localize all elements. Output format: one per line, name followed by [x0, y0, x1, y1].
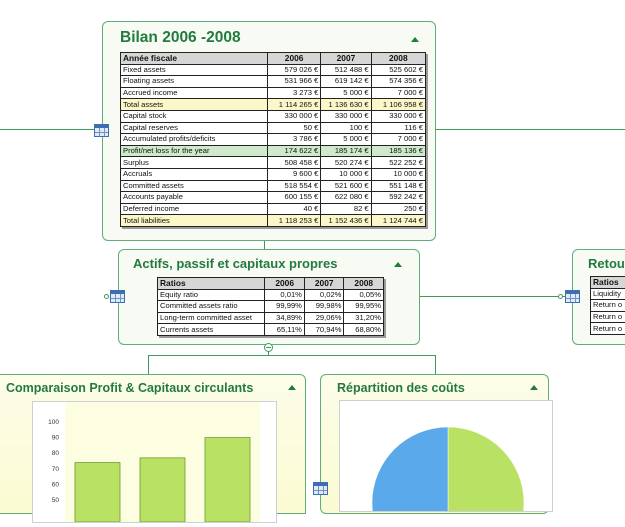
table-cell: 525 602 € — [371, 64, 425, 76]
table-cell: 330 000 € — [321, 110, 371, 122]
table-row — [121, 76, 426, 88]
row-label: Total liabilities — [121, 215, 268, 227]
table-cell: 3 786 € — [267, 134, 320, 146]
table-row — [158, 324, 384, 336]
collapse-arrow-icon[interactable] — [530, 385, 538, 390]
pie-chart — [339, 400, 553, 512]
y-tick-label: 70 — [52, 466, 60, 473]
table-icon[interactable] — [565, 290, 580, 303]
table-cell: 185 174 € — [321, 145, 371, 157]
column-header: Ratios — [158, 278, 265, 290]
table-row — [158, 312, 384, 324]
connector-line — [148, 355, 436, 356]
column-header: 2008 — [371, 53, 425, 65]
table-cell: 592 242 € — [371, 192, 425, 204]
column-header: 2006 — [267, 53, 320, 65]
table-cell: 1 118 253 € — [267, 215, 320, 227]
table-cell: 99,98% — [304, 301, 344, 313]
bar-chart — [32, 401, 277, 523]
table-cell: 250 € — [371, 203, 425, 215]
row-label: Committed assets — [121, 180, 268, 192]
table-row — [121, 215, 426, 227]
column-header: 2007 — [304, 278, 344, 290]
table-cell: 512 488 € — [321, 64, 371, 76]
y-tick-label: 60 — [52, 481, 60, 488]
table-cell: 116 € — [371, 122, 425, 134]
row-label: Long-term committed asset — [158, 312, 265, 324]
actifs-title[interactable]: Actifs, passif et capitaux propres — [133, 256, 337, 271]
row-label: Currents assets — [158, 324, 265, 336]
table-cell: Return o — [591, 300, 625, 312]
y-tick-label: 80 — [52, 450, 60, 457]
row-label: Total assets — [121, 99, 268, 111]
table-cell: 5 000 € — [321, 134, 371, 146]
table-cell: 330 000 € — [267, 110, 320, 122]
table-cell: 5 000 € — [321, 87, 371, 99]
row-label: Accruals — [121, 168, 268, 180]
table-cell: 622 080 € — [321, 192, 371, 204]
table-cell: 99,95% — [344, 301, 384, 313]
row-label: Accounts payable — [121, 192, 268, 204]
table-cell: 0,01% — [265, 289, 305, 301]
bar — [205, 438, 250, 522]
column-header: Année fiscale — [121, 53, 268, 65]
connector-line — [435, 355, 436, 375]
column-header: 2007 — [321, 53, 371, 65]
table-row — [121, 180, 426, 192]
row-label: Accumulated profits/deficits — [121, 134, 268, 146]
table-row — [121, 145, 426, 157]
row-label: Accrued income — [121, 87, 268, 99]
connector-line — [0, 129, 102, 130]
table-cell: 1 114 265 € — [267, 99, 320, 111]
bilan-table — [120, 52, 426, 227]
table-row — [121, 110, 426, 122]
y-tick-label: 100 — [48, 419, 59, 426]
table-row — [121, 168, 426, 180]
collapse-arrow-icon[interactable] — [288, 385, 296, 390]
table-cell: 619 142 € — [321, 76, 371, 88]
collapse-arrow-icon[interactable] — [411, 37, 419, 42]
table-cell: 34,89% — [265, 312, 305, 324]
table-cell: 579 026 € — [267, 64, 320, 76]
table-row — [121, 134, 426, 146]
table-cell: 9 600 € — [267, 168, 320, 180]
table-row — [121, 157, 426, 169]
ratios-table — [157, 277, 384, 336]
table-cell: 1 152 436 € — [321, 215, 371, 227]
table-cell: 10 000 € — [371, 168, 425, 180]
column-header: 2008 — [344, 278, 384, 290]
y-tick-label: 90 — [52, 435, 60, 442]
table-cell: 70,94% — [304, 324, 344, 336]
table-row — [121, 99, 426, 111]
table-cell: 7 000 € — [371, 87, 425, 99]
connector-line — [148, 355, 149, 375]
table-cell: 1 106 958 € — [371, 99, 425, 111]
connector-line — [420, 296, 570, 297]
table-cell: 31,20% — [344, 312, 384, 324]
table-cell: Return o — [591, 311, 625, 323]
table-row — [121, 64, 426, 76]
table-row — [121, 87, 426, 99]
table-cell: 40 € — [267, 203, 320, 215]
table-cell: 531 966 € — [267, 76, 320, 88]
table-cell: Return o — [591, 323, 625, 335]
bar-chart-plot — [33, 402, 276, 522]
table-icon[interactable] — [94, 124, 109, 137]
pie-chart-plot — [340, 401, 552, 511]
comparaison-topic[interactable] — [0, 374, 306, 514]
table-cell: 99,99% — [265, 301, 305, 313]
table-cell: 600 155 € — [267, 192, 320, 204]
collapse-arrow-icon[interactable] — [394, 262, 402, 267]
retour-title[interactable]: Retou — [588, 256, 625, 271]
pie-slice — [448, 427, 524, 511]
table-cell: 65,11% — [265, 324, 305, 336]
repartition-title[interactable]: Répartition des coûts — [337, 381, 465, 395]
row-label: Deferred income — [121, 203, 268, 215]
table-cell: 68,80% — [344, 324, 384, 336]
retour-table — [590, 276, 625, 335]
comparaison-title[interactable]: Comparaison Profit & Capitaux circulants — [6, 381, 253, 395]
table-row — [121, 203, 426, 215]
table-cell: 551 148 € — [371, 180, 425, 192]
table-icon[interactable] — [110, 290, 125, 303]
row-label: Capital reserves — [121, 122, 268, 134]
row-label: Floating assets — [121, 76, 268, 88]
table-cell: 0,02% — [304, 289, 344, 301]
bilan-title[interactable]: Bilan 2006 -2008 — [120, 29, 241, 47]
table-row — [158, 301, 384, 313]
repartition-topic[interactable] — [320, 374, 549, 514]
bar — [140, 458, 185, 522]
table-cell: 174 622 € — [267, 145, 320, 157]
table-cell: 330 000 € — [371, 110, 425, 122]
collapse-minus-icon[interactable] — [264, 343, 273, 352]
table-cell: 522 252 € — [371, 157, 425, 169]
table-cell: 1 124 744 € — [371, 215, 425, 227]
table-cell: 10 000 € — [321, 168, 371, 180]
row-label: Fixed assets — [121, 64, 268, 76]
row-label: Profit/net loss for the year — [121, 145, 268, 157]
table-cell: 574 356 € — [371, 76, 425, 88]
table-cell: 100 € — [321, 122, 371, 134]
table-row — [121, 192, 426, 204]
table-cell: 82 € — [321, 203, 371, 215]
row-label: Equity ratio — [158, 289, 265, 301]
column-header: Ratios — [591, 277, 625, 289]
actifs-topic[interactable] — [118, 249, 420, 345]
bilan-topic[interactable] — [102, 21, 436, 241]
table-cell: 1 136 630 € — [321, 99, 371, 111]
pie-slice — [372, 427, 448, 511]
table-cell: 508 458 € — [267, 157, 320, 169]
table-cell: 50 € — [267, 122, 320, 134]
table-cell: 518 554 € — [267, 180, 320, 192]
table-row — [158, 289, 384, 301]
table-row — [121, 122, 426, 134]
table-cell: Liquidity — [591, 288, 625, 300]
connector-line — [435, 129, 625, 130]
connector-dot-icon[interactable] — [104, 294, 109, 299]
table-icon[interactable] — [313, 482, 328, 495]
table-cell: 7 000 € — [371, 134, 425, 146]
table-cell: 520 274 € — [321, 157, 371, 169]
row-label: Committed assets ratio — [158, 301, 265, 313]
table-cell: 29,06% — [304, 312, 344, 324]
table-cell: 3 273 € — [267, 87, 320, 99]
table-cell: 0,05% — [344, 289, 384, 301]
connector-dot-icon[interactable] — [558, 294, 563, 299]
column-header: 2006 — [265, 278, 305, 290]
y-tick-label: 50 — [52, 497, 60, 504]
row-label: Capital stock — [121, 110, 268, 122]
bar — [75, 463, 120, 522]
table-cell: 521 600 € — [321, 180, 371, 192]
table-cell: 185 136 € — [371, 145, 425, 157]
row-label: Surplus — [121, 157, 268, 169]
